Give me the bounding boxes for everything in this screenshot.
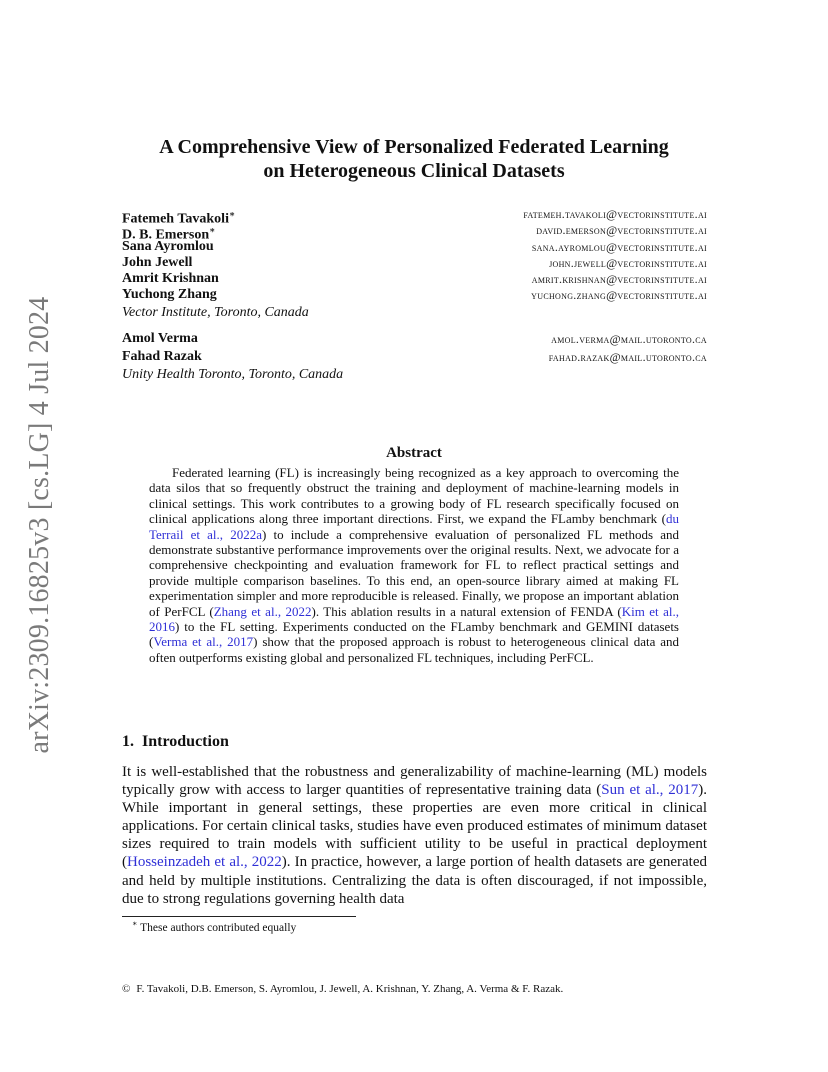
author-email[interactable]: yuchong.zhang@vectorinstitute.ai (531, 288, 707, 303)
section-heading-introduction (122, 733, 229, 751)
author-name: Amol Verma (122, 331, 198, 346)
equal-contribution-mark: ∗ (228, 209, 236, 219)
footnote-divider (122, 916, 356, 917)
section-title: Introduction (142, 733, 229, 750)
body-paragraph: It is well-established that the robustness and generalizability of machine-learning (ML) models typically grow with access to larger quantities of representative training data (Sun et al., 2017). While important in general settings, these properties are even more critical in clinical applications. For certain clinical tasks, studies have even produced estimates of minimum dataset sizes required to train models with sufficient utility to be useful in practical deployment (Hosseinzadeh et al., 2022). In practice, however, a large portion of health datasets are generated and held by multiple institutions. Centralizing the data is often discouraged, if not impossible, due to strong regulations governing health data (122, 764, 707, 907)
author-row (122, 255, 707, 271)
author-email[interactable]: david.emerson@vectorinstitute.ai (536, 223, 707, 238)
citation-link[interactable]: Sun et al., 2017 (601, 782, 699, 799)
arxiv-identifier-text: arXiv:2309.16825v3 [cs.LG] 4 Jul 2024 (24, 296, 55, 754)
equal-contribution-mark: ∗ (209, 225, 216, 236)
author-name: D. B. Emerson (122, 227, 210, 243)
citation-link[interactable]: Zhang et al., 2022 (213, 603, 312, 619)
author-name: John Jewell (122, 254, 193, 270)
author-row (122, 271, 707, 287)
author-email[interactable]: sana.ayromlou@vectorinstitute.ai (531, 239, 707, 254)
author-row (122, 222, 707, 243)
abstract-paragraph: Federated learning (FL) is increasingly being recognized as a key approach to overcoming the data silos that so frequently obstruct the training and deployment of machine-learning models in clinical settings. This work contributes to a growing body of FL research specifically focused on clinical applications along three important directions. First, we expand the FLamby benchmark (du Terrail et al., 2022a) to include a comprehensive evaluation of personalized FL methods and demonstrate substantive performance improvements over the original results. Next, we advocate for a comprehensive checkpointing and evaluation framework for FL to reflect practical settings and provide multiple comparison baselines. To this end, an open-source library aimed at making FL experimentation simpler and more reproducible is released. Finally, we propose an important ablation of PerFCL (Zhang et al., 2022). This ablation results in a natural extension of FENDA (Kim et al., 2016) to the FL setting. Experiments conducted on the FLamby benchmark and GEMINI datasets (Verma et al., 2017) show that the proposed approach is robust to heterogeneous clinical data and often outperforms existing global and personalized FL techniques, including PerFCL. (149, 465, 679, 665)
copyright-text: F. Tavakoli, D.B. Emerson, S. Ayromlou, J. Jewell, A. Krishnan, Y. Zhang, A. Verma & F. Razak. (136, 983, 564, 995)
author-row (122, 239, 707, 255)
abstract-body (149, 465, 679, 665)
affiliation-vector: Vector Institute, Toronto, Canada (122, 304, 309, 320)
author-name: Fatemeh Tavakoli (122, 211, 229, 227)
author-email[interactable]: amrit.krishnan@vectorinstitute.ai (531, 272, 707, 287)
author-row (122, 330, 707, 348)
paper-title-line-2: on Heterogeneous Clinical Datasets (263, 160, 565, 182)
author-name: Yuchong Zhang (122, 287, 217, 303)
author-email[interactable]: john.jewell@vectorinstitute.ai (549, 255, 707, 270)
introduction-body (122, 763, 707, 908)
copyright-icon: © (122, 983, 131, 995)
footnote-text: These authors contributed equally (140, 921, 297, 934)
citation-link[interactable]: Hosseinzadeh et al., 2022 (127, 854, 282, 871)
author-row (122, 348, 707, 366)
author-row (122, 287, 707, 303)
author-email[interactable]: fatemeh.tavakoli@vectorinstitute.ai (523, 207, 707, 221)
author-email[interactable]: fahad.razak@mail.utoronto.ca (548, 350, 707, 364)
author-block-vector (122, 206, 707, 322)
arxiv-identifier-stamp (22, 296, 58, 754)
paper-title-line-1: A Comprehensive View of Personalized Federated Learning (159, 136, 669, 158)
section-number: 1. (122, 733, 134, 750)
citation-link[interactable]: Verma et al., 2017 (153, 634, 254, 650)
author-name: Amrit Krishnan (122, 271, 219, 287)
abstract-heading: Abstract (386, 445, 442, 461)
footnote (132, 919, 296, 934)
copyright-line (122, 983, 563, 995)
author-row (122, 206, 707, 227)
affiliation-unity: Unity Health Toronto, Toronto, Canada (122, 367, 344, 382)
footnote-mark: ∗ (132, 919, 138, 928)
author-name: Sana Ayromlou (122, 238, 214, 254)
author-email[interactable]: amol.verma@mail.utoronto.ca (551, 332, 707, 346)
citation-link[interactable]: Kim et al., 2016 (149, 603, 679, 635)
citation-link[interactable]: du Terrail et al., 2022a (149, 511, 679, 542)
author-name: Fahad Razak (122, 349, 202, 364)
author-block-unity (122, 330, 707, 384)
